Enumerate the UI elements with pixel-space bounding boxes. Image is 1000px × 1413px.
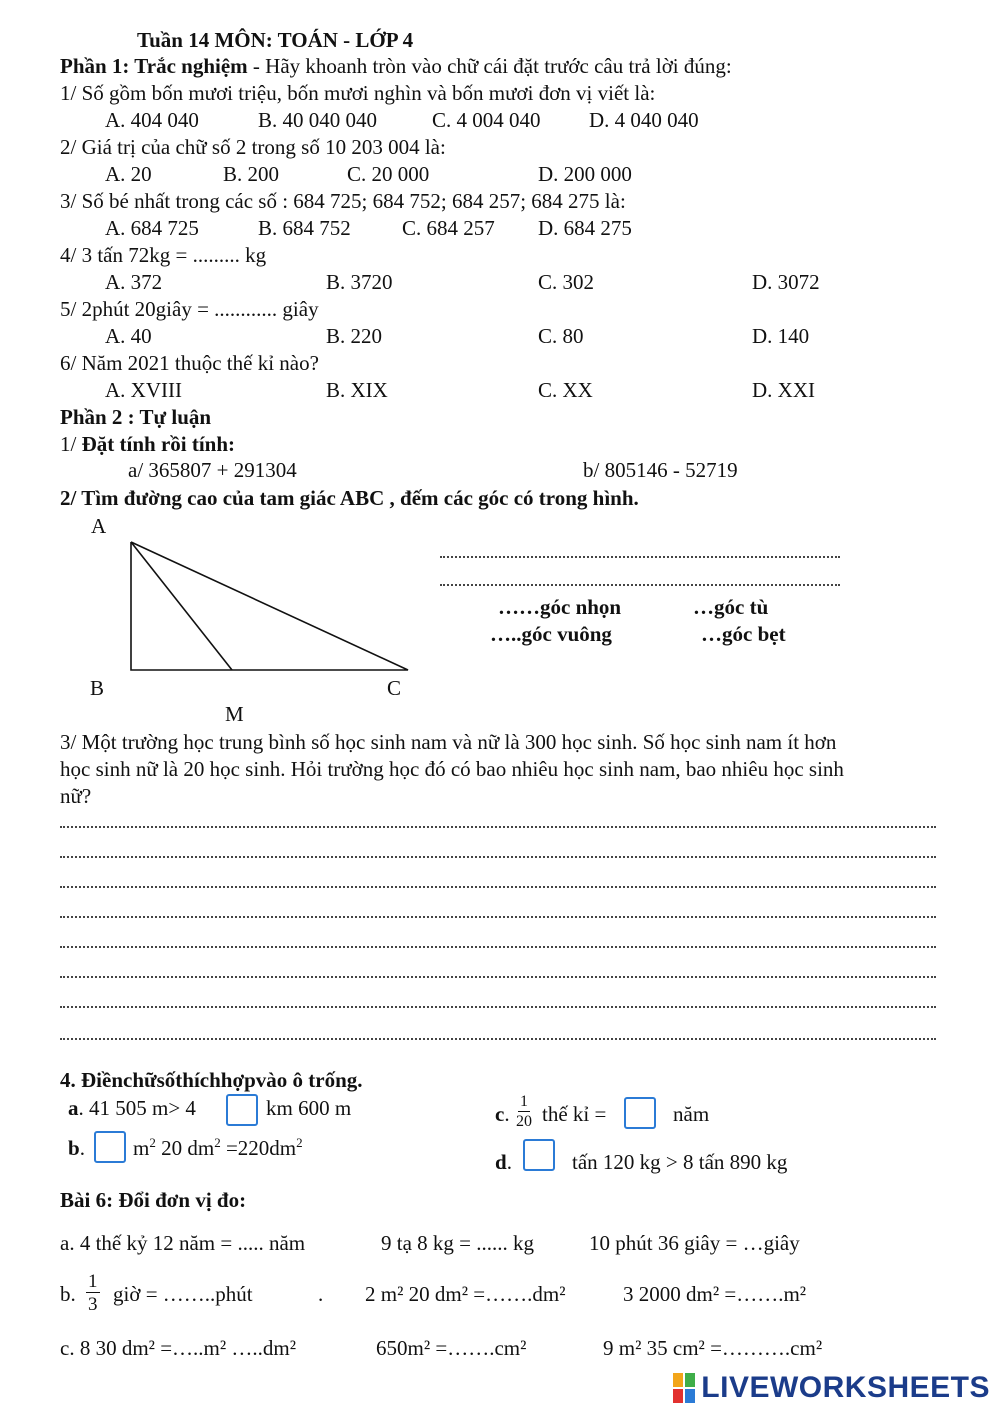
q1-option-d[interactable]: D. 4 040 040 bbox=[589, 108, 699, 132]
part4-d-input-box[interactable] bbox=[523, 1139, 555, 1171]
answer-line[interactable] bbox=[60, 826, 936, 828]
part4-a-input-box[interactable] bbox=[226, 1094, 258, 1126]
q4-option-b[interactable]: B. 3720 bbox=[326, 270, 393, 294]
part2-q3-line3: nữ? bbox=[60, 784, 92, 808]
q6-option-c[interactable]: C. XX bbox=[538, 378, 593, 402]
part2-q2-title: 2/ Tìm đường cao của tam giác ABC , đếm các góc có trong hình. bbox=[60, 486, 639, 510]
part4-b-eq: =220dm bbox=[220, 1136, 297, 1160]
part6-c-col3: 9 m² 35 cm² =……….cm² bbox=[603, 1336, 823, 1360]
part4-a-text2: km 600 m bbox=[266, 1096, 352, 1120]
part4-b-label-wrap bbox=[68, 1138, 85, 1159]
label-a: A bbox=[91, 514, 107, 538]
part4-b-sup1: 2 bbox=[149, 1135, 156, 1150]
part6-b-col3: 3 2000 dm² =…….m² bbox=[623, 1282, 807, 1306]
part1-heading-line bbox=[60, 56, 732, 77]
part2-q1-b: b/ 805146 - 52719 bbox=[583, 458, 738, 482]
part6-b-text: giờ = ……..phút bbox=[113, 1282, 253, 1306]
answer-line[interactable] bbox=[60, 856, 936, 858]
right-angle-count[interactable]: …..góc vuông bbox=[490, 622, 612, 646]
part4-c-denominator: 20 bbox=[516, 1113, 532, 1130]
part6-a-col1: a. 4 thế kỷ 12 năm = ..... năm bbox=[60, 1231, 306, 1255]
label-b: B bbox=[90, 676, 105, 700]
part6-title bbox=[60, 1190, 246, 1211]
q3-option-b[interactable]: B. 684 752 bbox=[258, 216, 351, 240]
acute-angle-count[interactable]: ……góc nhọn bbox=[498, 595, 622, 619]
part2-heading: Phần 2 : Tự luận bbox=[60, 405, 212, 429]
part6-b-denominator: 3 bbox=[88, 1294, 98, 1315]
part4-c-label: c bbox=[495, 1102, 505, 1126]
part4-d-label-wrap bbox=[495, 1152, 512, 1173]
question-6: 6/ Năm 2021 thuộc thế kỉ nào? bbox=[60, 351, 319, 375]
part6-b-dot: . bbox=[318, 1282, 324, 1306]
part6-c-col2: 650m² =…….cm² bbox=[376, 1336, 527, 1360]
part4-b-text bbox=[133, 1135, 303, 1160]
q4-option-c[interactable]: C. 302 bbox=[538, 270, 595, 294]
part4-b-dot: . bbox=[79, 1136, 85, 1160]
part4-b-m: m bbox=[133, 1136, 150, 1160]
part6-title-bold: Bài 6 bbox=[60, 1188, 107, 1212]
part4-d-dot: . bbox=[506, 1150, 512, 1174]
part1-instruction: - Hãy khoanh tròn vào chữ cái đặt trước câu trả lời đúng: bbox=[247, 54, 732, 78]
q6-option-d[interactable]: D. XXI bbox=[752, 378, 815, 402]
triangle-abc bbox=[131, 542, 408, 670]
q4-option-a[interactable]: A. 372 bbox=[105, 270, 163, 294]
part4-b-input-box[interactable] bbox=[94, 1131, 126, 1163]
q2-option-a[interactable]: A. 20 bbox=[105, 162, 152, 186]
part4-a bbox=[68, 1098, 196, 1119]
answer-line[interactable] bbox=[60, 976, 936, 978]
liveworksheets-mark-icon bbox=[673, 1373, 695, 1403]
part4-d-text: tấn 120 kg > 8 tấn 890 kg bbox=[572, 1150, 788, 1174]
straight-angle-count[interactable]: …góc bẹt bbox=[701, 622, 786, 646]
part6-b-numerator: 1 bbox=[88, 1271, 98, 1292]
part2-q3-line2: học sinh nữ là 20 học sinh. Hỏi trường học đó có bao nhiêu học sinh nam, bao nhiêu học sinh bbox=[60, 757, 844, 781]
q1-option-a[interactable]: A. 404 040 bbox=[105, 108, 199, 132]
part6-b-col2: 2 m² 20 dm² =…….dm² bbox=[365, 1282, 566, 1306]
part4-a-text: . 41 505 m> 4 bbox=[78, 1096, 196, 1120]
part6-a-col2: 9 tạ 8 kg = ...... kg bbox=[381, 1231, 534, 1255]
part4-b-sup3: 2 bbox=[296, 1135, 303, 1150]
question-5: 5/ 2phút 20giây = ............ giây bbox=[60, 297, 319, 321]
q2-option-c[interactable]: C. 20 000 bbox=[347, 162, 430, 186]
part4-d-label: d bbox=[495, 1150, 507, 1174]
part2-q1-title: Đặt tính rồi tính: bbox=[81, 432, 236, 456]
part1-heading: Phần 1: Trắc nghiệm bbox=[60, 54, 248, 78]
part4-c-numerator: 1 bbox=[520, 1093, 528, 1110]
q5-option-b[interactable]: B. 220 bbox=[326, 324, 383, 348]
question-3: 3/ Số bé nhất trong các số : 684 725; 684 752; 684 257; 684 275 là: bbox=[60, 189, 626, 213]
question-1: 1/ Số gồm bốn mươi triệu, bốn mươi nghìn và bốn mươi đơn vị viết là: bbox=[60, 81, 656, 105]
answer-line[interactable] bbox=[440, 584, 840, 586]
part2-q3-line1: 3/ Một trường học trung bình số học sinh nam và nữ là 300 học sinh. Số học sinh nam ít hơn bbox=[60, 730, 837, 754]
q6-option-b[interactable]: B. XIX bbox=[326, 378, 388, 402]
answer-line[interactable] bbox=[60, 916, 936, 918]
q3-option-c[interactable]: C. 684 257 bbox=[402, 216, 495, 240]
triangle-abc-figure bbox=[120, 532, 420, 682]
q1-option-c[interactable]: C. 4 004 040 bbox=[432, 108, 541, 132]
liveworksheets-logo bbox=[673, 1371, 990, 1405]
part4-b-label: b bbox=[68, 1136, 80, 1160]
q5-option-d[interactable]: D. 140 bbox=[752, 324, 810, 348]
part4-b-dm: 20 dm bbox=[155, 1136, 215, 1160]
part2-q1 bbox=[60, 434, 235, 455]
page-title: Tuần 14 MÔN: TOÁN - LỚP 4 bbox=[137, 28, 414, 52]
answer-line[interactable] bbox=[60, 1006, 936, 1008]
question-2: 2/ Giá trị của chữ số 2 trong số 10 203 004 là: bbox=[60, 135, 446, 159]
q3-option-d[interactable]: D. 684 275 bbox=[538, 216, 632, 240]
q2-option-b[interactable]: B. 200 bbox=[223, 162, 280, 186]
part2-q1-a: a/ 365807 + 291304 bbox=[128, 458, 297, 482]
answer-line[interactable] bbox=[440, 556, 840, 558]
segment-am bbox=[131, 542, 232, 670]
part4-c-dot: . bbox=[504, 1102, 510, 1126]
part4-c-input-box[interactable] bbox=[624, 1097, 656, 1129]
part4-a-label: a bbox=[68, 1096, 79, 1120]
q4-option-d[interactable]: D. 3072 bbox=[752, 270, 820, 294]
label-c: C bbox=[387, 676, 402, 700]
part4-c-text: thế kỉ = bbox=[542, 1102, 607, 1126]
q2-option-d[interactable]: D. 200 000 bbox=[538, 162, 632, 186]
part2-q1-number: 1/ bbox=[60, 432, 82, 456]
q3-option-a[interactable]: A. 684 725 bbox=[105, 216, 199, 240]
part4-c-text2: năm bbox=[673, 1102, 710, 1126]
q1-option-b[interactable]: B. 40 040 040 bbox=[258, 108, 378, 132]
answer-line[interactable] bbox=[60, 886, 936, 888]
part4-title: 4. Điềnchữsốthíchhợpvào ô trống. bbox=[60, 1068, 363, 1092]
part4-c-label-wrap bbox=[495, 1104, 510, 1125]
part6-b-fraction bbox=[86, 1272, 100, 1314]
q6-option-a[interactable]: A. XVIII bbox=[105, 378, 182, 402]
liveworksheets-brand: LIVEWORKSHEETS bbox=[701, 1371, 990, 1404]
part6-b-label: b. bbox=[60, 1282, 76, 1306]
question-4: 4/ 3 tấn 72kg = ......... kg bbox=[60, 243, 267, 267]
answer-line[interactable] bbox=[60, 946, 936, 948]
part6-title-rest: : Đổi đơn vị đo: bbox=[106, 1188, 247, 1212]
label-m: M bbox=[225, 702, 244, 726]
q5-option-c[interactable]: C. 80 bbox=[538, 324, 584, 348]
q5-option-a[interactable]: A. 40 bbox=[105, 324, 152, 348]
part4-c-fraction bbox=[516, 1094, 532, 1130]
obtuse-angle-count[interactable]: …góc tù bbox=[693, 595, 769, 619]
answer-line[interactable] bbox=[60, 1038, 936, 1040]
part6-a-col3: 10 phút 36 giây = …giây bbox=[589, 1231, 800, 1255]
part6-c-col1: c. 8 30 dm² =…..m² …..dm² bbox=[60, 1336, 297, 1360]
part4-b-sup2: 2 bbox=[214, 1135, 221, 1150]
